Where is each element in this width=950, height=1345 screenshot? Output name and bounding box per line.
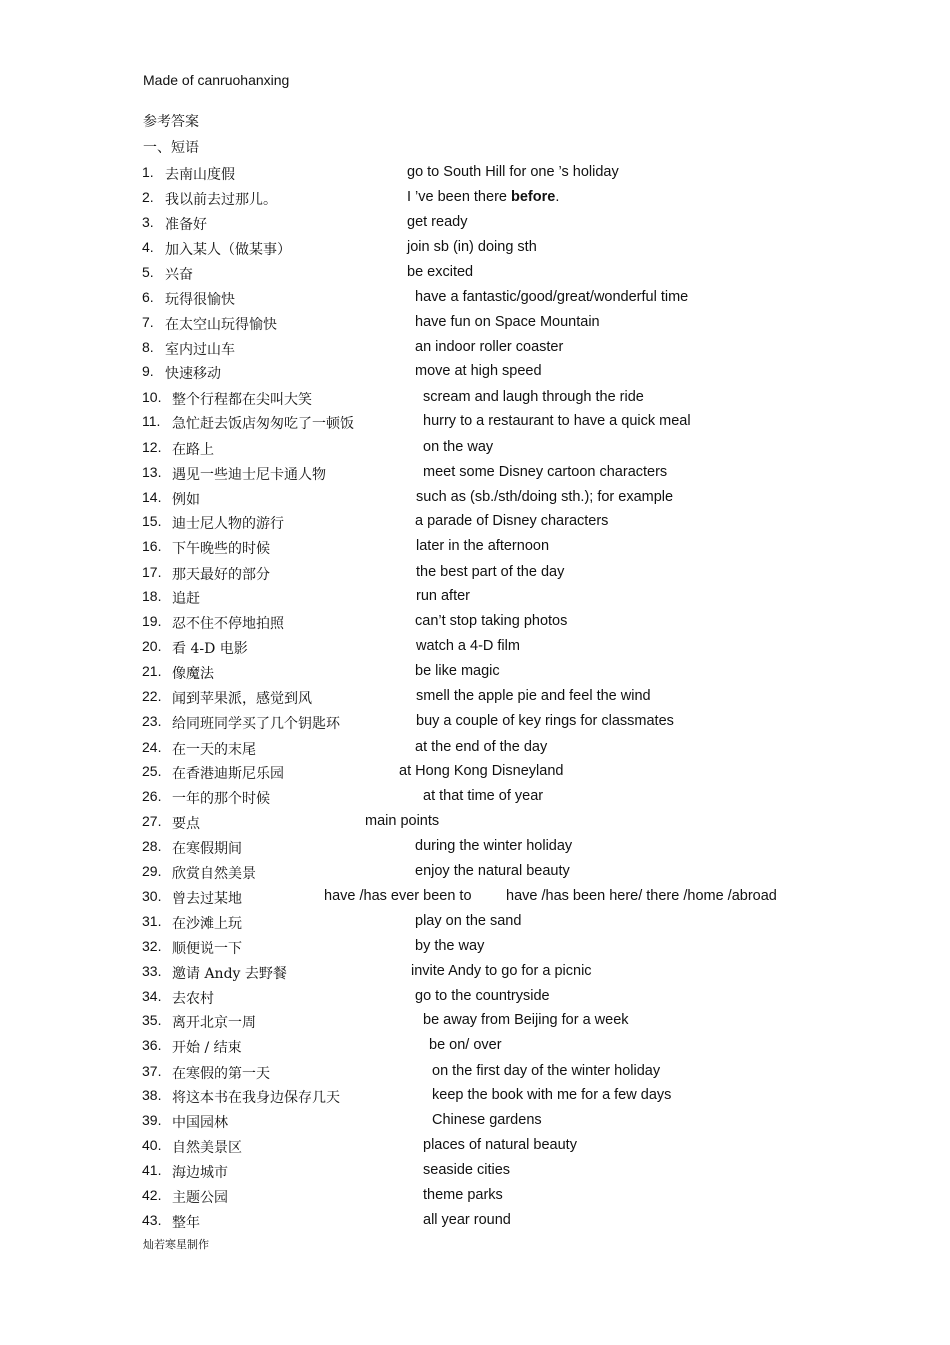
item-chinese: 给同班同学买了几个钥匙环 [172,716,340,732]
item-english: go to the countryside [415,988,550,1004]
item-number: 10. [142,389,162,405]
item-chinese: 遇见一些迪士尼卡通人物 [172,467,326,483]
item-number: 34. [142,988,162,1004]
item-number: 20. [142,638,162,654]
item-number: 7. [142,314,154,330]
section-heading: 一、短语 [143,140,199,156]
item-number: 33. [142,963,162,979]
item-chinese: 整年 [172,1215,200,1231]
item-english: at the end of the day [415,739,548,755]
item-number: 15. [142,513,162,529]
item-chinese: 开始 / 结束 [172,1040,242,1056]
item-english: be like magic [415,663,500,679]
item-english: invite Andy to go for a picnic [411,963,592,979]
item-number: 32. [142,938,162,954]
item-chinese: 中国园林 [172,1115,228,1131]
item-number: 43. [142,1212,162,1228]
item-english: join sb (in) doing sth [407,239,537,255]
item-english: on the way [423,439,494,455]
item-chinese: 在沙滩上玩 [172,916,242,932]
item-number: 25. [142,763,162,779]
item-english: Chinese gardens [432,1112,542,1128]
item-chinese: 快速移动 [165,366,221,382]
item-number: 40. [142,1137,162,1153]
item-chinese: 迪士尼人物的游行 [172,516,284,532]
item-english: run after [416,588,470,604]
item-english: get ready [407,214,468,230]
item-chinese: 室内过山车 [165,342,235,358]
item-number: 16. [142,538,162,554]
item-english: buy a couple of key rings for classmates [416,713,674,729]
item-english: enjoy the natural beauty [415,863,570,879]
item-chinese: 在一天的末尾 [172,742,256,758]
item-number: 18. [142,588,162,604]
item-chinese: 加入某人（做某事） [165,242,291,258]
item-english: hurry to a restaurant to have a quick meal [423,413,691,429]
item-english: watch a 4-D film [416,638,520,654]
item-english: have fun on Space Mountain [415,314,600,330]
item-number: 23. [142,713,162,729]
item-number: 35. [142,1012,162,1028]
item-chinese: 在寒假期间 [172,841,242,857]
item-number: 26. [142,788,162,804]
item-english: a parade of Disney characters [415,513,609,529]
item-number: 31. [142,913,162,929]
item-number: 6. [142,289,154,305]
item-chinese: 在路上 [172,442,214,458]
item-number: 4. [142,239,154,255]
item-number: 11. [142,413,161,429]
item-english: have a fantastic/good/great/wonderful time [415,289,689,305]
item-english: later in the afternoon [416,538,550,554]
item-english: seaside cities [423,1162,511,1178]
item-number: 27. [142,813,162,829]
item-number: 8. [142,339,154,355]
item-number: 21. [142,663,162,679]
item-number: 28. [142,838,162,854]
item-chinese: 将这本书在我身边保存几天 [172,1090,340,1106]
item-chinese: 看 4-D 电影 [172,641,248,657]
item-number: 13. [142,464,162,480]
item-chinese: 准备好 [165,217,207,233]
item-english: at that time of year [423,788,544,804]
page-footer: 灿若寒星制作 [143,1238,209,1251]
item-english: have /has ever been to [324,888,472,904]
item-number: 19. [142,613,162,629]
item-english: I ’ve been there before. [407,189,560,205]
item-chinese: 海边城市 [172,1165,228,1181]
item-english: main points [365,813,440,829]
item-number: 42. [142,1187,162,1203]
item-number: 1. [142,164,154,180]
item-chinese: 整个行程都在尖叫大笑 [172,392,312,408]
item-english: an indoor roller coaster [415,339,564,355]
item-english: be away from Beijing for a week [423,1012,629,1028]
item-english: by the way [415,938,485,954]
item-chinese: 要点 [172,816,200,832]
item-english: smell the apple pie and feel the wind [416,688,651,704]
item-chinese: 曾去过某地 [172,891,242,907]
item-english: scream and laugh through the ride [423,389,644,405]
item-english: such as (sb./sth/doing sth.); for example [416,489,674,505]
item-number: 41. [142,1162,162,1178]
item-chinese: 那天最好的部分 [172,567,270,583]
item-number: 17. [142,564,162,580]
item-chinese: 去南山度假 [165,167,235,183]
item-english-extra: have /has been here/ there /home /abroad [506,888,777,904]
item-chinese: 兴奋 [165,267,193,283]
item-english: go to South Hill for one ’s holiday [407,164,619,180]
page-title: 参考答案 [143,114,199,130]
item-number: 5. [142,264,154,280]
item-chinese: 邀请 Andy 去野餐 [172,966,287,982]
item-english: meet some Disney cartoon characters [423,464,668,480]
item-chinese: 玩得很愉快 [165,292,235,308]
page-header: Made of canruohanxing [143,72,290,88]
item-english: theme parks [423,1187,503,1203]
item-english: keep the book with me for a few days [432,1087,672,1103]
item-number: 38. [142,1087,162,1103]
item-english: play on the sand [415,913,522,929]
item-english: places of natural beauty [423,1137,577,1153]
item-chinese: 忍不住不停地拍照 [172,616,284,632]
item-english: be excited [407,264,474,280]
item-english: at Hong Kong Disneyland [399,763,564,779]
item-number: 37. [142,1063,162,1079]
item-chinese: 顺便说一下 [172,941,242,957]
item-number: 2. [142,189,154,205]
item-number: 30. [142,888,162,904]
item-number: 3. [142,214,154,230]
item-chinese: 离开北京一周 [172,1015,256,1031]
item-chinese: 追赶 [172,591,200,607]
item-english: move at high speed [415,363,542,379]
item-number: 39. [142,1112,162,1128]
item-chinese: 自然美景区 [172,1140,242,1156]
item-chinese: 下午晚些的时候 [172,541,270,557]
item-english: the best part of the day [416,564,565,580]
item-english: during the winter holiday [415,838,573,854]
item-chinese: 去农村 [172,991,214,1007]
item-chinese: 在香港迪斯尼乐园 [172,766,284,782]
item-chinese: 在寒假的第一天 [172,1066,270,1082]
item-chinese: 一年的那个时候 [172,791,270,807]
item-number: 22. [142,688,162,704]
item-english: be on/ over [429,1037,502,1053]
item-number: 29. [142,863,162,879]
item-chinese: 欣赏自然美景 [172,866,256,882]
item-chinese: 例如 [172,492,200,508]
item-chinese: 闻到苹果派，感觉到风 [172,691,312,707]
item-chinese: 在太空山玩得愉快 [165,317,277,333]
item-english: can’t stop taking photos [415,613,568,629]
item-chinese: 急忙赶去饭店匆匆吃了一顿饭 [172,416,354,432]
item-number: 36. [142,1037,162,1053]
item-number: 9. [142,363,154,379]
item-number: 14. [142,489,162,505]
item-chinese: 主题公园 [172,1190,228,1206]
item-number: 24. [142,739,162,755]
item-english: on the first day of the winter holiday [432,1063,661,1079]
item-chinese: 我以前去过那儿。 [165,192,277,208]
item-chinese: 像魔法 [172,666,214,682]
item-number: 12. [142,439,162,455]
item-english: all year round [423,1212,511,1228]
